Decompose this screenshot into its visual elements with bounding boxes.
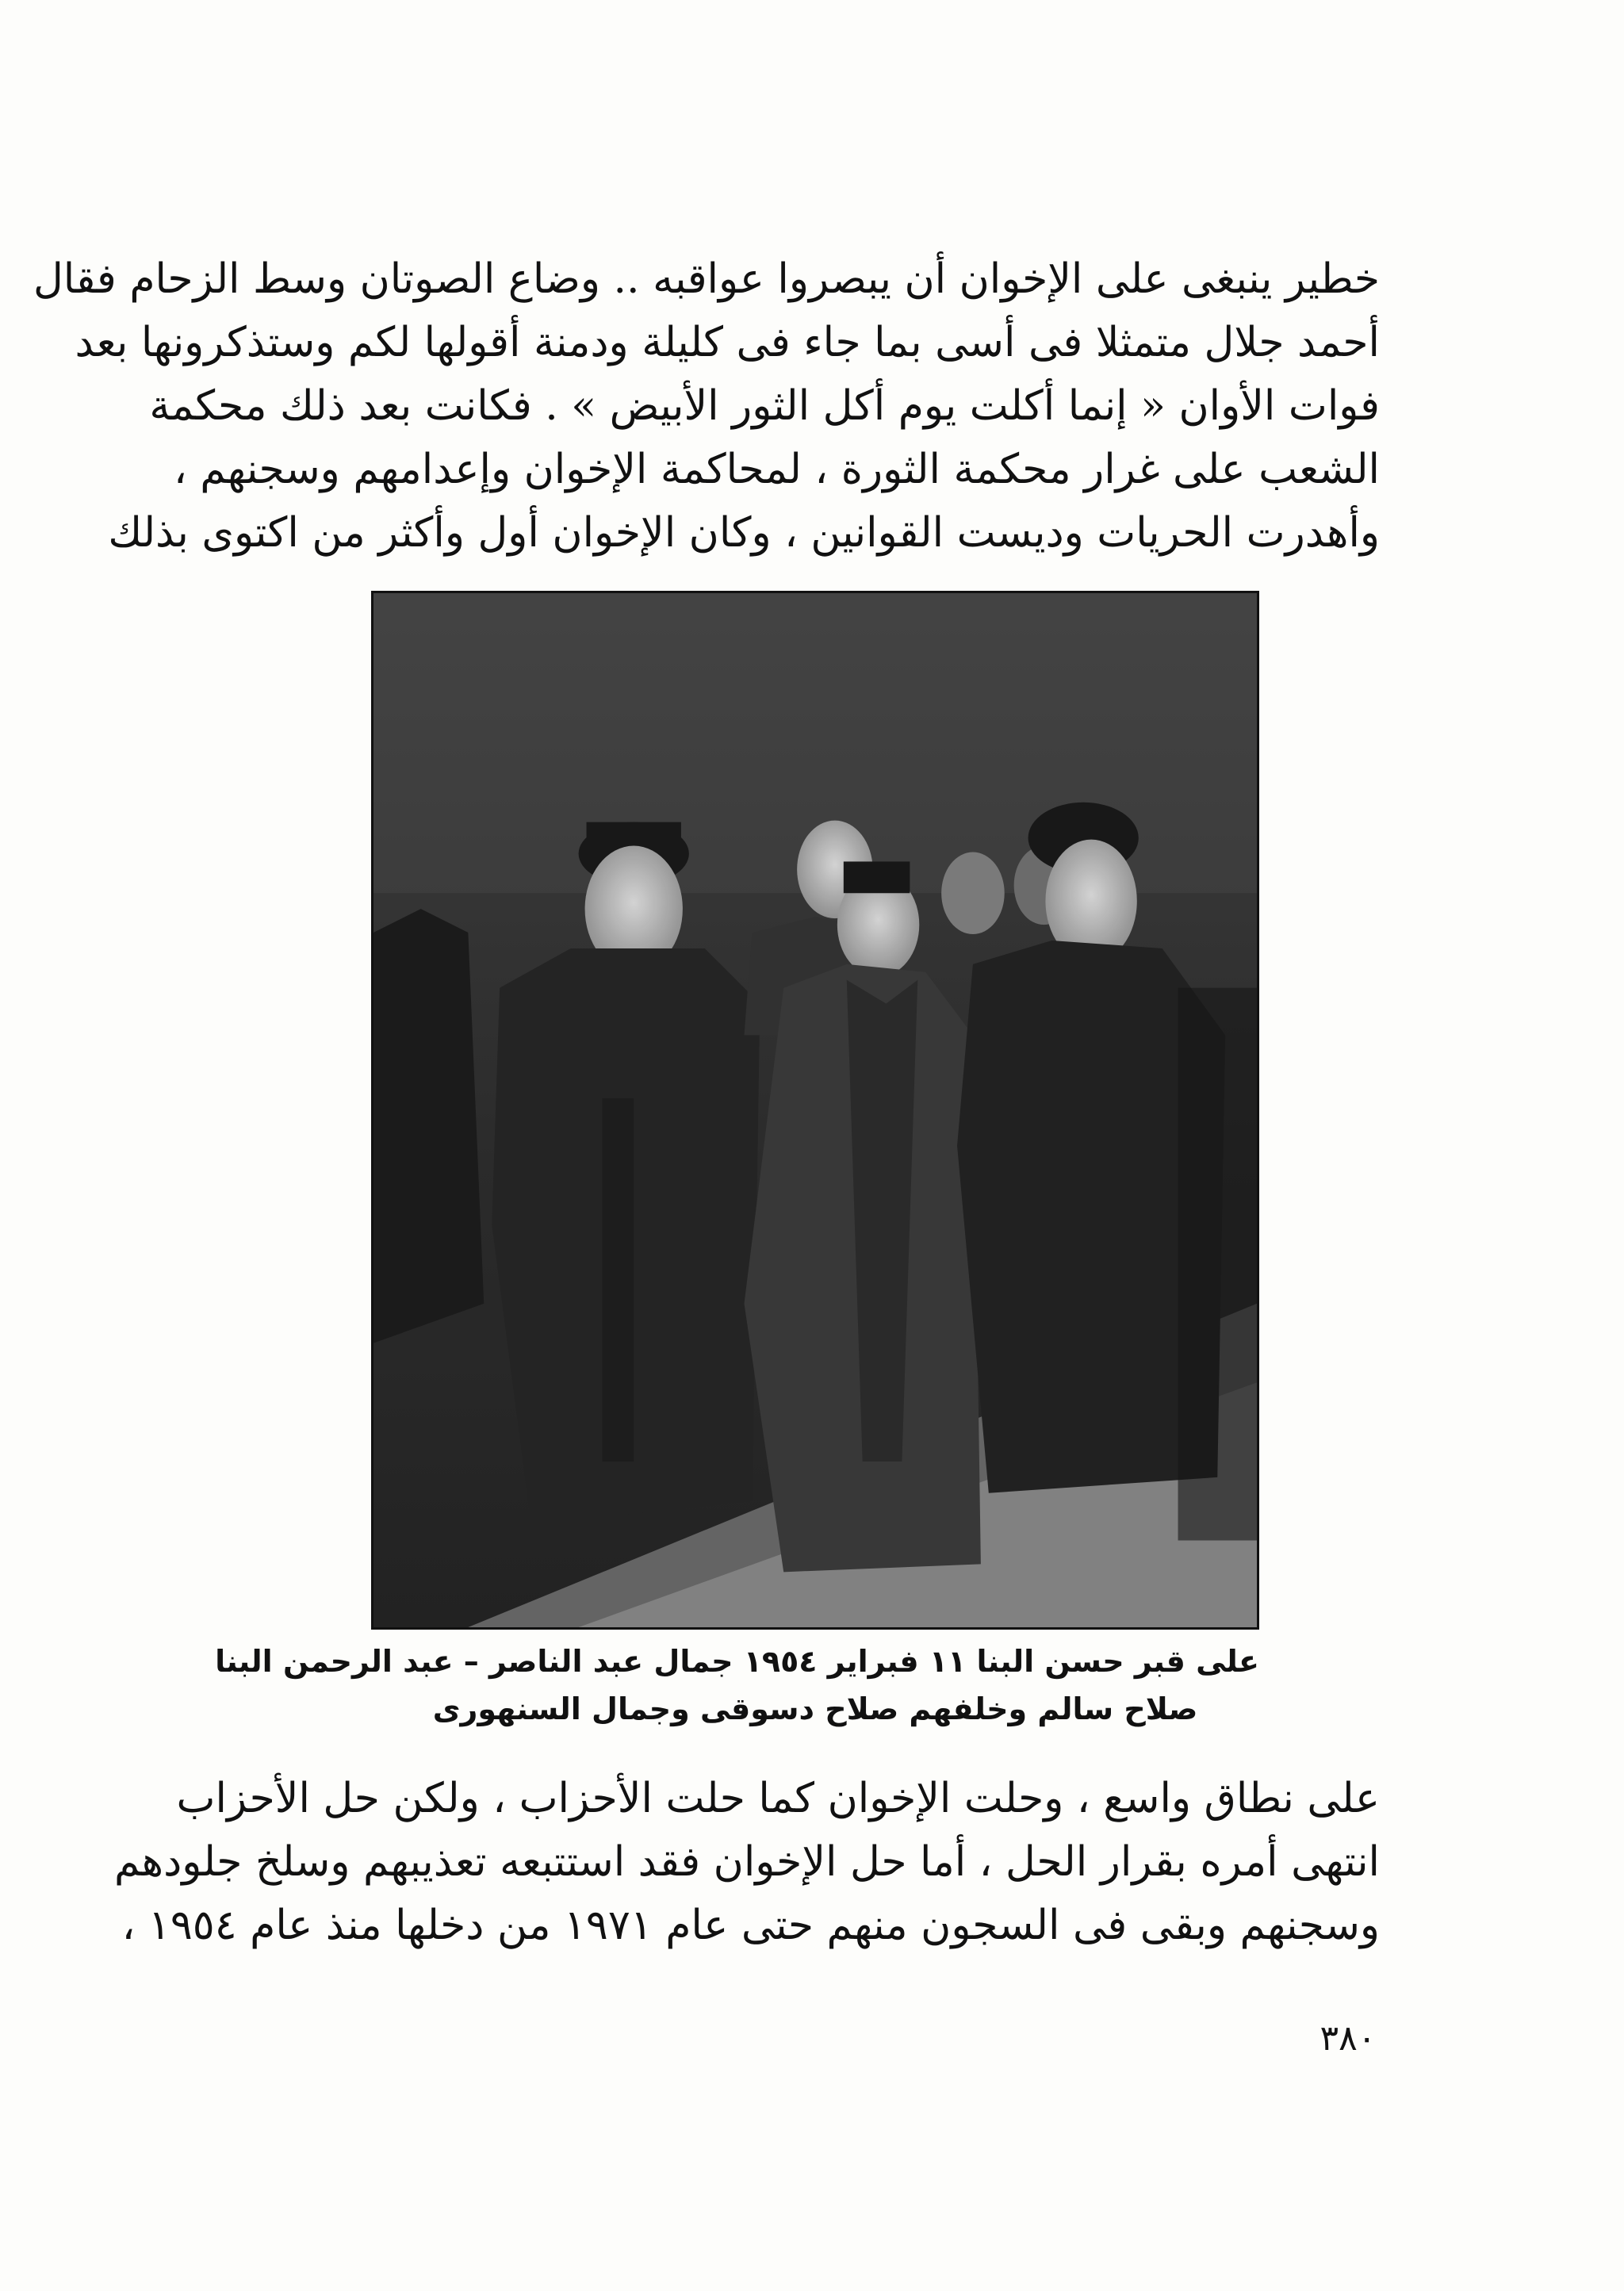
text-line: الشعب على غرار محكمة الثورة ، لمحاكمة الإخوان وإعدامهم وسجنهم ، (173, 446, 1380, 493)
text-line: أحمد جلال متمثلا فى أسى بما جاء فى كليلة ودمنة أقولها لكم وستذكرونها بعد (75, 319, 1380, 366)
page-number: ٣٨٠ (1320, 2018, 1377, 2059)
text-line: انتهى أمره بقرار الحل ، أما حل الإخوان فقد استتبعه تعذيبهم وسلخ جلودهم (114, 1838, 1380, 1886)
text-line: خطير ينبغى على الإخوان أن يبصروا عواقبه .. وضاع الصوتان وسط الزحام فقال (33, 255, 1380, 303)
text-line: وسجنهم وبقى فى السجون منهم حتى عام ١٩٧١ من دخلها منذ عام ١٩٥٤ ، (121, 1902, 1380, 1949)
text-line: فوات الأوان « إنما أكلت يوم أكل الثور الأبيض » . فكانت بعد ذلك محكمة (149, 382, 1380, 430)
text-line: وأهدرت الحريات وديست القوانين ، وكان الإخوان أول وأكثر من اكتوى بذلك (108, 509, 1380, 557)
paragraph-bottom (114, 1767, 1380, 1957)
paragraph-top (33, 247, 1380, 565)
text-line: على نطاق واسع ، وحلت الإخوان كما حلت الأحزاب ، ولكن حل الأحزاب (176, 1775, 1380, 1822)
photo-caption-line-1: على قبر حسن البنا ١١ فبراير ١٩٥٤ جمال عبد الناصر – عبد الرحمن البنا (215, 1644, 1259, 1679)
photo-caption-line-2: صلاح سالم وخلفهم صلاح دسوقى وجمال السنهورى (432, 1691, 1198, 1726)
historical-photograph (371, 591, 1259, 1630)
photograph-image (373, 593, 1257, 1627)
